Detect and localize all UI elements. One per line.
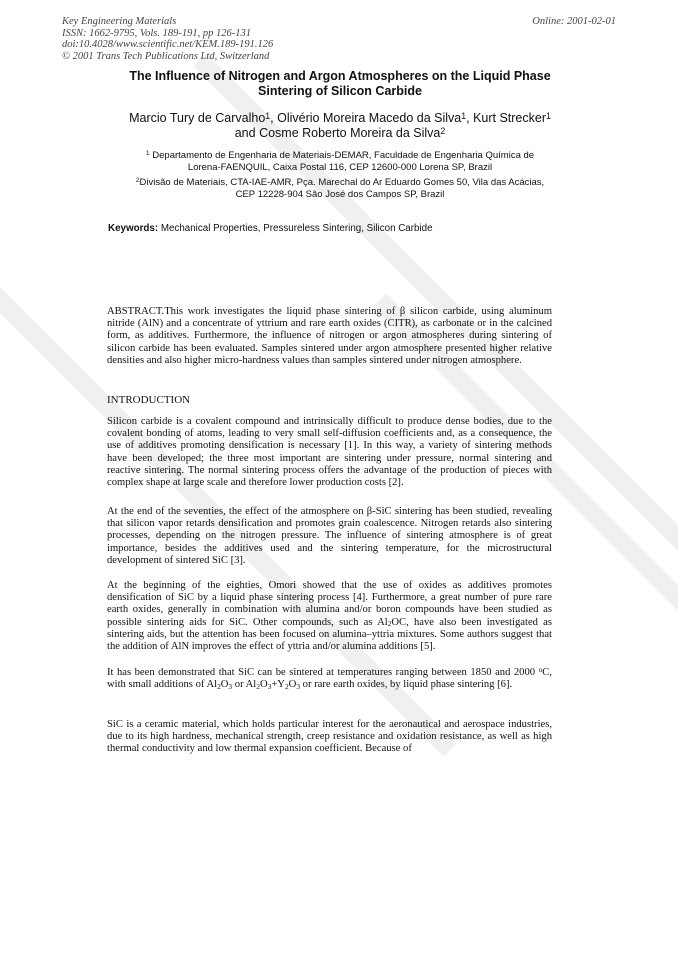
affiliation-2: [80, 177, 600, 201]
author-name: Cosme Roberto Moreira da Silva: [259, 126, 441, 140]
degree-mark: o: [538, 665, 543, 675]
affiliation-mark: 1: [461, 110, 467, 121]
paragraph-text: O: [220, 679, 229, 691]
online-date: Online: 2001-02-01: [532, 16, 616, 27]
paragraph: SiC is a ceramic material, which holds particular interest for the aeronautical and aerospace industries, due to its high hardness, mechanical strength, creep resistance and oxidation resistance, as well as high thermal conductivity and low thermal expansion coefficient. Because of: [107, 719, 552, 755]
paragraph: [107, 667, 552, 691]
affiliation-mark: 2: [135, 177, 140, 185]
copyright-line: © 2001 Trans Tech Publications Ltd, Switzerland: [62, 50, 270, 62]
issn-line: ISSN: 1662-9795, Vols. 189-191, pp 126-131: [62, 27, 251, 39]
paragraph-text: +Y: [271, 679, 285, 691]
author-name: Olivério Moreira Macedo da Silva: [277, 111, 462, 125]
paragraph-text: or rare earth oxides, by liquid phase sintering [6].: [300, 679, 513, 691]
paragraph-text: It has been demonstrated that SiC can be sintered at temperatures ranging between 1850 and 2000: [107, 667, 539, 678]
affiliation-1-line-1: [80, 150, 600, 162]
abstract: ABSTRACT.This work investigates the liquid phase sintering of β silicon carbide, using aluminum nitride (AlN) and a concentrate of yttrium and rare earth oxides (CITR), as carbonate or in the calcined form, as additives. Furthermore, the influence of nitrogen or argon atmospheres during sintering of silicon carbide has been evaluated. Samples sintered under argon atmosphere presented higher relative densities and also higher micro-hardness values than samples sintered under nitrogen atmosphere.: [107, 306, 552, 366]
paragraph: At the end of the seventies, the effect of the atmosphere on β-SiC sintering has been studied, revealing that silicon vapor retards densification and promotes grain coalescence. Nitrogen retards also sintering processes, depending on the nitrogen pressure. The influence of sintering atmosphere is of great importance, besides the additives used and the sintering temperature, for the microstructural development of sintered SiC [3].: [107, 506, 552, 566]
subscript: 2: [217, 682, 221, 692]
subscript: 3: [296, 682, 301, 692]
author-line-1: Marcio Tury de Carvalho$^1$, Olivério Moreira Macedo da Silva$^1$, Kurt Strecker$^1$: [129, 110, 551, 125]
paragraph-text: C, with small additions of Al: [107, 667, 552, 691]
subscript: 3: [228, 682, 233, 692]
title-line-2: Sintering of Silicon Carbide: [258, 84, 422, 98]
section-heading-introduction: INTRODUCTION: [107, 394, 191, 406]
doi-line: doi:10.4028/www.scientific.net/KEM.189-191.126: [62, 39, 274, 50]
author-name: Marcio Tury de Carvalho: [129, 111, 266, 125]
subscript: 2: [284, 682, 289, 692]
paragraph: Silicon carbide is a covalent compound and intrinsically difficult to produce dense bodies, due to the covalent bonding of atoms, leading to very small self-diffusion coefficients and, as a consequence, the use of additives promoting densification is necessary [1]. In this way, a variety of sintering methods have been developed; the three most important are sintering under pressure, normal sintering and reactive sintering. The normal sintering process offers the advantage of the production of pieces with complex shape at large scale and therefore lower production costs [2].: [107, 416, 552, 489]
paragraph-text: O: [259, 679, 268, 691]
paragraph-text: At the beginning of the eighties, Omori showed that the use of oxides as additives promotes densification of SiC by a liquid phase sintering process [4]. Furthermore, a great number of pure rare earth oxides, generally in combination with alumina and/or boron compounds have been studied as possible sintering aids for SiC. Other compounds, such as Al: [107, 580, 552, 628]
keywords-label: Keywords:: [108, 223, 159, 234]
subscript: 2: [387, 619, 392, 629]
affiliation-mark: 1: [546, 110, 551, 121]
subscript: 2: [256, 682, 260, 692]
paragraph: [107, 580, 552, 653]
paragraph-text: or Al: [232, 679, 257, 691]
affiliation-1-line-2: Lorena-FAENQUIL, Caixa Postal 116, CEP 12600-000 Lorena SP, Brazil: [187, 162, 493, 173]
author-conjunction: and: [234, 126, 256, 140]
paragraph-text: O: [288, 679, 297, 691]
author-line-2: [80, 126, 600, 141]
paragraph-text: OC, have also been investigated as sintering aids, but the attention has been focused on alumina–yttria mixtures. Some authors suggest that the addition of AlN improves the effect of yttria and/or alumina additions [5].: [107, 616, 552, 653]
affiliation-1: [80, 150, 600, 174]
title-line-1: The Influence of Nitrogen and Argon Atmospheres on the Liquid Phase: [129, 69, 551, 83]
journal-name: Key Engineering Materials: [62, 16, 177, 27]
affiliation-mark: 2: [440, 125, 446, 136]
paper-title: [80, 69, 600, 99]
affiliation-mark: 1: [145, 150, 150, 158]
affiliation-text: Departamento de Engenharia de Materiais-DEMAR, Faculdade de Engenharia Química de: [152, 150, 535, 161]
affiliation-2-line-1: [80, 177, 600, 189]
affiliation-mark: 1: [265, 110, 271, 121]
subscript: 3: [267, 682, 272, 692]
publication-metadata: [62, 16, 273, 62]
keywords: [108, 223, 578, 235]
keywords-text: Mechanical Properties, Pressureless Sintering, Silicon Carbide: [160, 223, 433, 234]
author-list: [80, 111, 600, 141]
author-name: Kurt Strecker: [473, 111, 546, 125]
affiliation-text: Divisão de Materiais, CTA-IAE-AMR, Pça. Marechal do Ar Eduardo Gomes 50, Vila das Acácias,: [139, 177, 545, 188]
affiliation-2-line-2: CEP 12228-904 São José dos Campos SP, Brazil: [235, 189, 445, 200]
